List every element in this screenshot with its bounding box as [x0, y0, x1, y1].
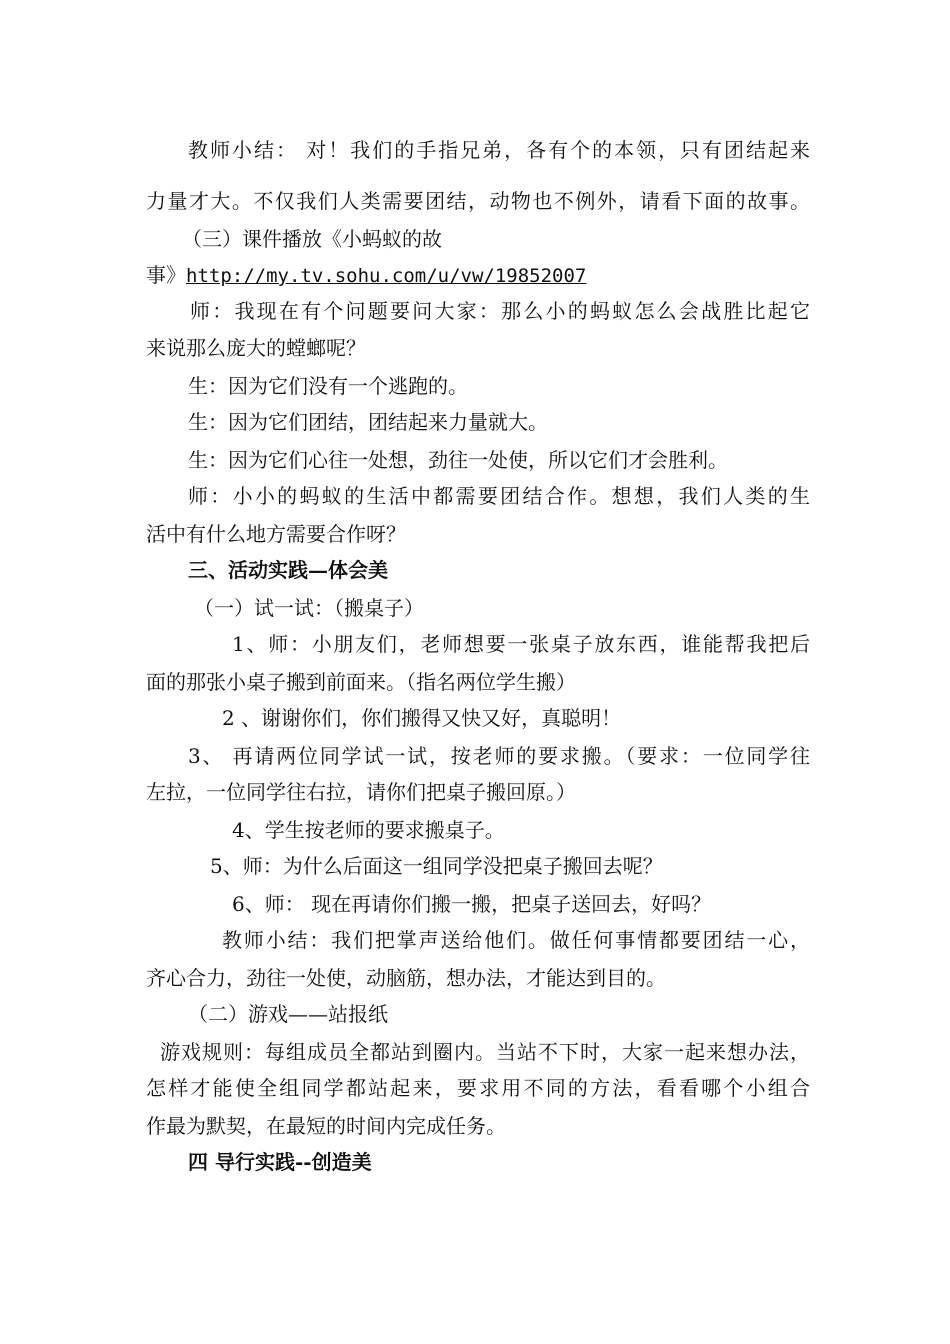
paragraph-line: 左拉，一位同学往右拉，请你们把桌子搬回原。） — [146, 780, 576, 804]
paragraph-line: 面的那张小桌子搬到前面来。（指名两位学生搬） — [146, 670, 576, 694]
paragraph-line: 教师小结：我们把掌声送给他们。做任何事情都要团结一心， — [222, 928, 810, 952]
paragraph-line: 4、学生按老师的要求搬桌子。 — [232, 818, 505, 842]
paragraph-line: 力量才大。不仅我们人类需要团结，动物也不例外，请看下面的故事。 — [146, 189, 810, 213]
subsection-heading: （二）游戏——站报纸 — [188, 1002, 388, 1026]
paragraph-line: 生：因为它们团结，团结起来力量就大。 — [188, 410, 548, 434]
paragraph-line: 游戏规则：每组成员全都站到圈内。当站不下时，大家一起来想办法， — [160, 1040, 810, 1064]
video-link[interactable]: http://my.tv.sohu.com/u/vw/19852007 — [186, 265, 587, 287]
section-heading: 三、活动实践—体会美 — [188, 558, 388, 582]
paragraph-line: 师：小小的蚂蚁的生活中都需要团结合作。想想，我们人类的生 — [188, 484, 810, 508]
paragraph-line: 3、 再请两位同学试一试，按老师的要求搬。（要求：一位同学往 — [188, 744, 810, 768]
paragraph-line: 活中有什么地方需要合作呀？ — [146, 522, 406, 546]
paragraph-line — [146, 261, 586, 290]
paragraph-line: 生：因为它们心往一处想，劲往一处使，所以它们才会胜利。 — [188, 448, 728, 472]
paragraph-line: 作最为默契，在最短的时间内完成任务。 — [146, 1114, 506, 1138]
paragraph-line: 怎样才能使全组同学都站起来，要求用不同的方法，看看哪个小组合 — [146, 1076, 810, 1100]
paragraph-line: 生：因为它们没有一个逃跑的。 — [188, 374, 468, 398]
paragraph-line: 1、师：小朋友们，老师想要一张桌子放东西，谁能帮我把后 — [232, 632, 810, 656]
subsection-heading: （一）试一试：（搬桌子） — [194, 596, 424, 620]
paragraph-line: 来说那么庞大的螳螂呢？ — [146, 336, 366, 360]
text-prefix: 事》 — [146, 263, 186, 287]
paragraph-line: 齐心合力，劲往一处使，动脑筋，想办法，才能达到目的。 — [146, 966, 666, 990]
paragraph-line: 6、师： 现在再请你们搬一搬，把桌子送回去，好吗？ — [232, 892, 712, 916]
paragraph-line: 5、师：为什么后面这一组同学没把桌子搬回去呢？ — [210, 854, 663, 878]
paragraph-line: （三）课件播放《小蚂蚁的故 — [182, 227, 442, 251]
paragraph-line: 教师小结： 对！我们的手指兄弟，各有个的本领，只有团结起来 — [188, 138, 810, 162]
paragraph-line: 2 、谢谢你们，你们搬得又快又好，真聪明！ — [222, 706, 622, 730]
paragraph-line: 师：我现在有个问题要问大家：那么小的蚂蚁怎么会战胜比起它 — [190, 299, 810, 323]
section-heading: 四 导行实践--创造美 — [188, 1150, 372, 1174]
